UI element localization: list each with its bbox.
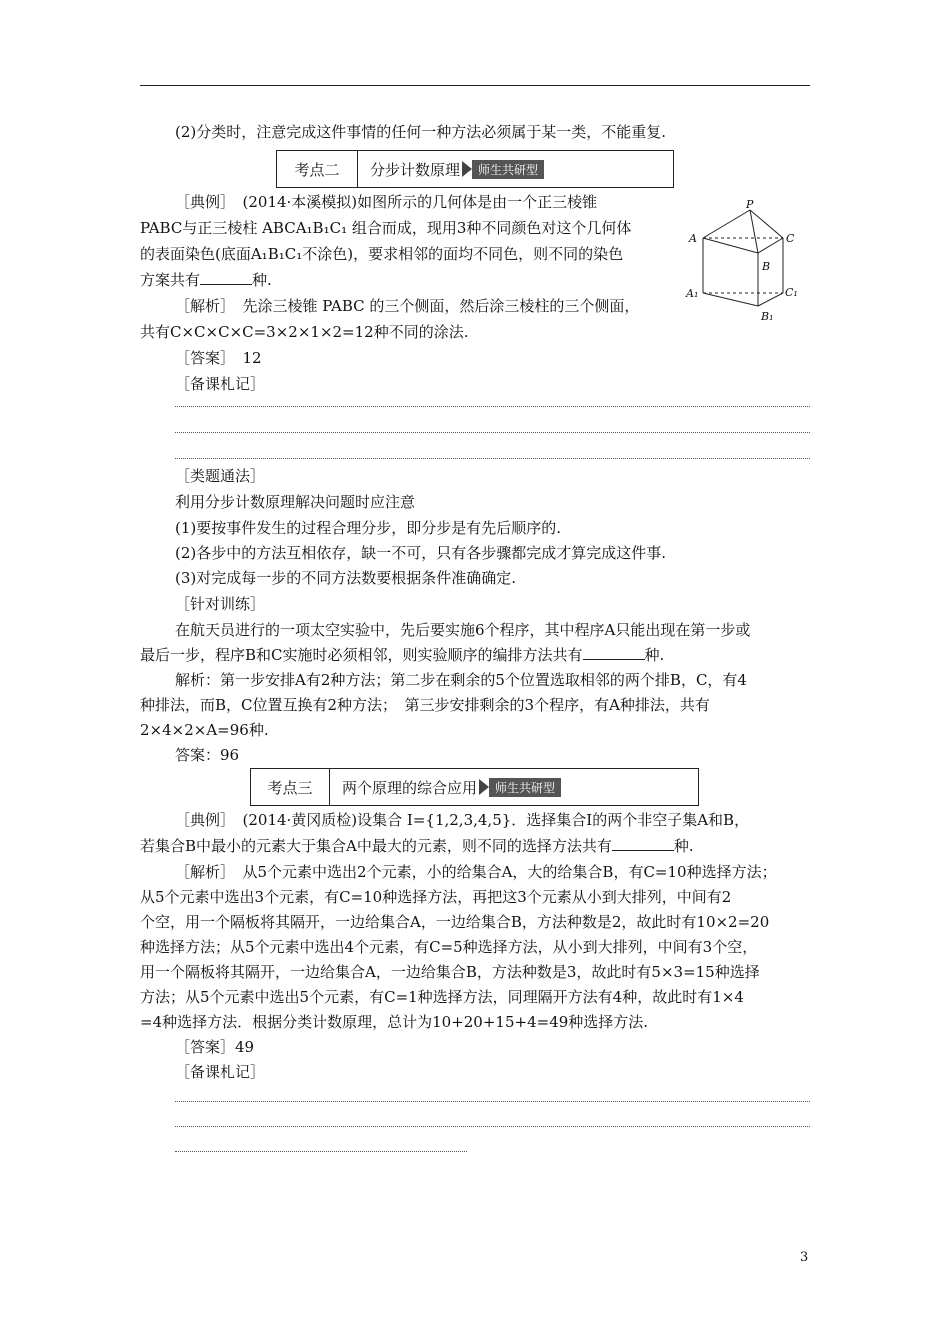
training-head: ［针对训练］ [175,595,266,613]
paragraph: (2)分类时，注意完成这件事情的任何一种方法必须属于某一类，不能重复. [175,123,667,141]
note-line [175,1101,810,1102]
training-solution: 种排法，而B，C位置互换有2种方法； 第三步安排剩余的3个程序，有A种排法，共有 [140,696,710,714]
answer-blank [200,270,252,285]
text: 种. [673,837,694,855]
solution-line: 共有C×C×C×C=3×2×1×2=12种不同的涂法. [140,323,469,341]
text: 方案共有 [140,271,201,289]
play-icon [479,779,489,795]
section-tag [462,160,544,179]
notes-label: ［备课札记］ [175,1063,266,1081]
note-line [175,1126,810,1127]
method-point: (2)各步中的方法互相依存，缺一不可，只有各步骤都完成才算完成这件事. [175,544,667,562]
solution-line: 方法；从5个元素中选出5个元素，有C=1种选择方法，同理隔开方法有4种，故此时有1×4 [140,988,744,1006]
solution-line: 用一个隔板将其隔开，一边给集合A，一边给集合B，方法种数是3，故此时有5×3=15种选择 [140,963,760,981]
answer-blank [583,645,645,660]
training-question [140,645,664,665]
note-line [175,432,810,433]
answer: ［答案］ 12 [175,349,262,367]
section-title: 分步计数原理 [370,160,461,179]
tag-label: 师生共研型 [472,160,544,179]
note-line [175,458,810,459]
example-line: PABC与正三棱柱 ABCA₁B₁C₁ 组合而成，现用3种不同颜色对这个几何体 [140,219,632,237]
example-line: 的表面染色(底面A₁B₁C₁不涂色)，要求相邻的面均不同色，则不同的染色 [140,245,624,263]
example-line [140,270,272,290]
label-A1: A₁ [686,287,699,300]
text: 若集合B中最小的元素大于集合A中最大的元素，则不同的选择方法共有 [140,837,612,855]
example-line [140,836,694,856]
section-tag [479,778,561,797]
note-line [175,406,810,407]
label-A: A [689,232,697,245]
note-line [175,1151,467,1152]
solution-line: 从5个元素中选出3个元素，有C=10种选择方法，再把这3个元素从小到大排列，中间有2 [140,888,732,906]
section-label: 考点二 [277,151,358,187]
label-B: B [762,260,771,273]
prism-pyramid-figure [683,198,803,323]
label-P: P [746,198,754,211]
header-rule [140,85,810,86]
training-question: 在航天员进行的一项太空实验中，先后要实施6个程序，其中程序A只能出现在第一步或 [175,621,751,639]
label-C1: C₁ [785,286,798,299]
notes-label: ［备课札记］ [175,375,266,393]
training-answer: 答案：96 [175,746,240,764]
solution-line: ［解析］ 先涂三棱锥 PABC 的三个侧面，然后涂三棱柱的三个侧面， [175,297,640,315]
answer: ［答案］49 [175,1038,255,1056]
play-icon [462,161,472,177]
example-line: ［典例］ (2014·本溪模拟)如图所示的几何体是由一个正三棱锥 [175,193,598,211]
section-label: 考点三 [251,769,330,805]
method-head: ［类题通法］ [175,467,266,485]
answer-blank [612,836,674,851]
solution-line: =4种选择方法．根据分类计数原理，总计为10+20+15+4=49种选择方法. [140,1013,649,1031]
solution-line: 种选择方法；从5个元素中选出4个元素，有C=5种选择方法，从小到大排列，中间有3个空， [140,938,758,956]
solution-line: 个空，用一个隔板将其隔开，一边给集合A，一边给集合B，方法种数是2，故此时有10×2=20 [140,913,770,931]
method-point: (1)要按事件发生的过程合理分步，即分步是有先后顺序的. [175,519,562,537]
page-number: 3 [800,1250,809,1265]
label-C: C [786,232,795,245]
label-B1: B₁ [761,310,774,323]
tag-label: 师生共研型 [489,778,561,797]
training-solution: 2×4×2×A=96种. [140,721,269,739]
solution-line: ［解析］ 从5个元素中选出2个元素，小的给集合A，大的给集合B，有C=10种选择方法； [175,863,777,881]
training-solution: 解析：第一步安排A有2种方法；第二步在剩余的5个位置选取相邻的两个排B，C，有4 [175,671,747,689]
section-header-2 [276,150,674,188]
section-header-3 [250,768,699,806]
example-line: ［典例］ (2014·黄冈质检)设集合 I={1,2,3,4,5}．选择集合I的两个非空子集A和B， [175,811,750,829]
text: 种. [252,271,272,289]
text: 种. [644,646,665,664]
text: 最后一步，程序B和C实施时必须相邻，则实验顺序的编排方法共有 [140,646,583,664]
method-point: (3)对完成每一步的不同方法数要根据条件准确确定. [175,569,517,587]
method-intro: 利用分步计数原理解决问题时应注意 [175,493,416,511]
section-title: 两个原理的综合应用 [342,778,478,797]
